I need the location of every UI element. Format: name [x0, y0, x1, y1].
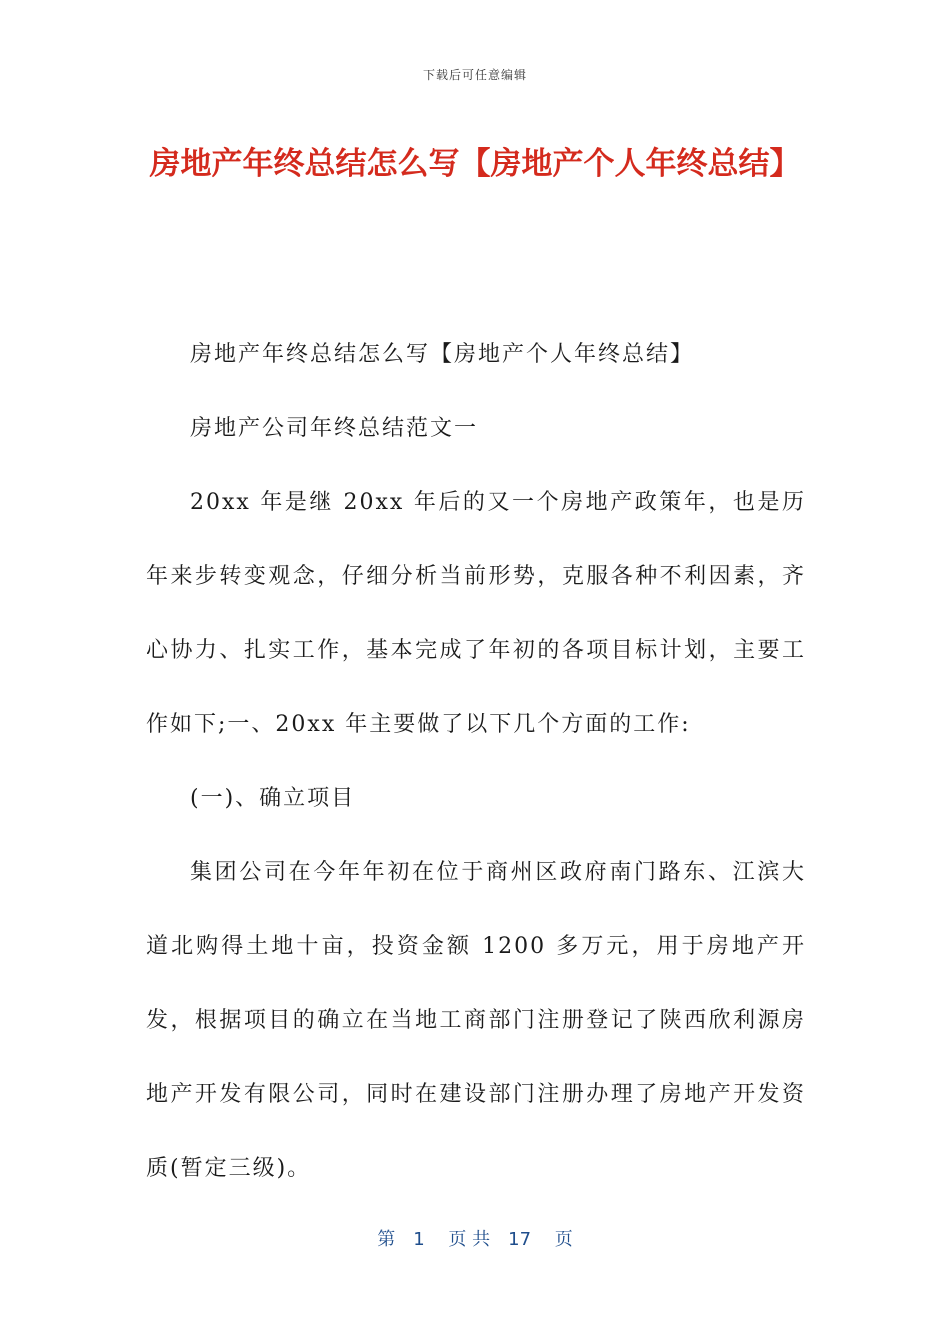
- header-note: 下载后可任意编辑: [422, 68, 527, 82]
- document-body: [146, 318, 806, 1206]
- paragraph-section-heading: 房地产公司年终总结范文一: [190, 416, 479, 441]
- paragraph-subtitle: 房地产年终总结怎么写【房地产个人年终总结】: [190, 342, 695, 367]
- paragraph-item-heading: (一)、确立项目: [190, 786, 356, 811]
- paragraph-intro: 20xx 年是继 20xx 年后的又一个房地产政策年，也是历年来步转变观念，仔细分析当前形势，克服各种不利因素，齐心协力、扎实工作，基本完成了年初的各项目标计划，主要工作如下;一、20xx 年主要做了以下几个方面的工作:: [146, 490, 806, 737]
- page-number-footer: 第 1 页 共 17 页: [377, 1229, 573, 1250]
- paragraph-project: 集团公司在今年年初在位于商州区政府南门路东、江滨大道北购得土地十亩，投资金额 1200 多万元，用于房地产开发，根据项目的确立在当地工商部门注册登记了陕西欣利源房地产开发有限公司，同时在建设部门注册办理了房地产开发资质(暂定三级)。: [146, 860, 806, 1181]
- document-title: 房地产年终总结怎么写【房地产个人年终总结】: [149, 146, 801, 182]
